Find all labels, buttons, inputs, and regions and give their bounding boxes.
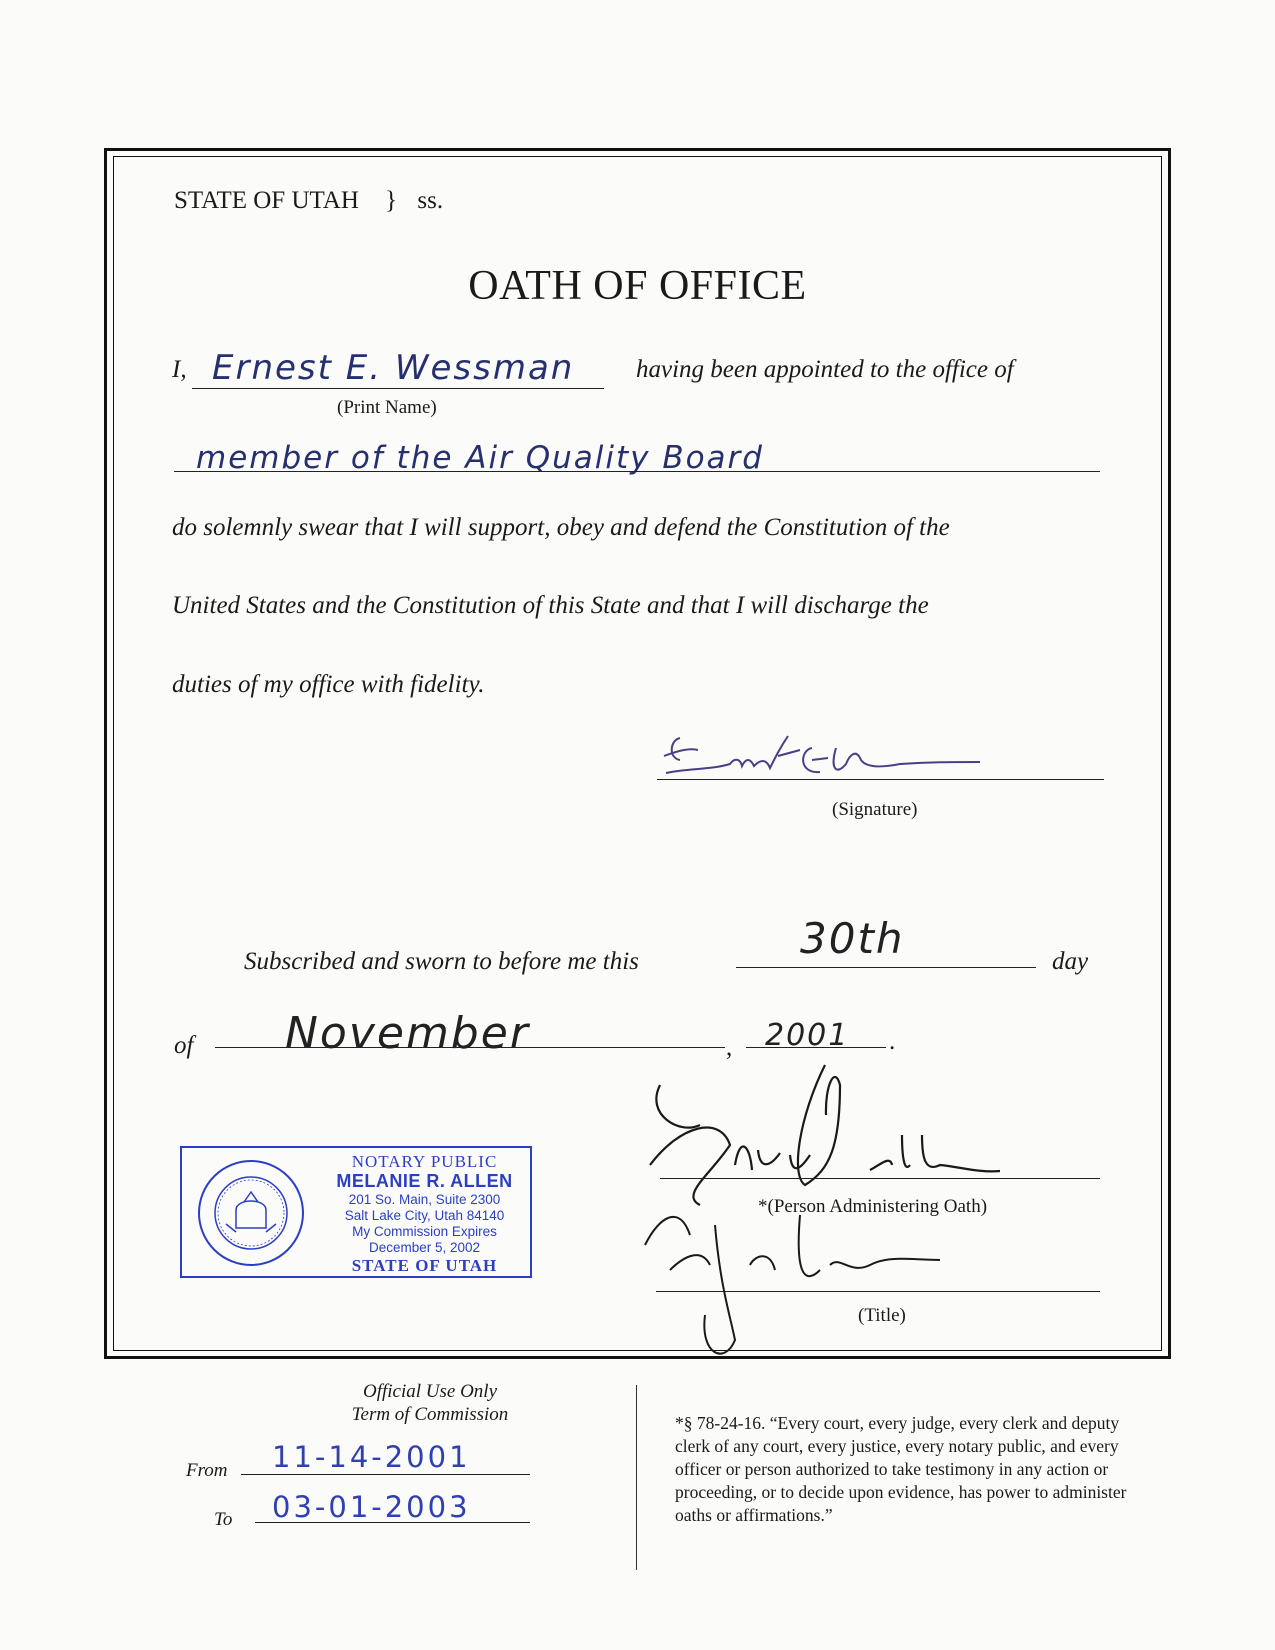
year-underline xyxy=(746,1047,886,1048)
from-underline xyxy=(241,1474,530,1475)
stamp-expires-date: December 5, 2002 xyxy=(368,1240,481,1255)
date-comma: , xyxy=(726,1034,733,1061)
month-handwritten: November xyxy=(285,1008,530,1059)
appointee-signature-scribble xyxy=(650,728,1110,790)
title-underline xyxy=(656,1291,1100,1292)
venue-line xyxy=(174,187,443,215)
day-handwritten: 30th xyxy=(800,914,905,963)
signature-underline xyxy=(657,779,1104,780)
office-underline xyxy=(174,471,1100,472)
state-seal-icon xyxy=(196,1158,306,1268)
day-underline xyxy=(736,967,1036,968)
oath-line-1: do solemnly swear that I will support, obey and defend the Constitution of the xyxy=(172,514,950,541)
ss-label: ss. xyxy=(417,187,444,214)
stamp-address-2: Salt Lake City, Utah 84140 xyxy=(344,1208,505,1223)
name-underline xyxy=(192,388,604,389)
day-label: day xyxy=(1052,948,1089,975)
to-underline xyxy=(255,1522,530,1523)
year-handwritten: 2001 xyxy=(765,1018,850,1053)
stamp-address-1: 201 So. Main, Suite 2300 xyxy=(348,1192,501,1207)
date-period: . xyxy=(889,1028,896,1055)
appointee-name-handwritten: Ernest E. Wessman xyxy=(212,348,575,388)
office-handwritten: member of the Air Quality Board xyxy=(196,440,764,476)
of-label: of xyxy=(174,1032,194,1059)
footer-divider xyxy=(636,1385,637,1570)
state-of-utah-label: STATE OF UTAH xyxy=(174,187,359,214)
stamp-state: STATE OF UTAH xyxy=(351,1256,498,1275)
to-date-handwritten: 03-01-2003 xyxy=(272,1490,471,1524)
stamp-expires-label: My Commission Expires xyxy=(352,1224,497,1239)
title-caption: (Title) xyxy=(858,1305,906,1326)
to-label: To xyxy=(214,1509,233,1530)
prefix-i: I, xyxy=(172,356,187,383)
oath-line-2: United States and the Constitution of this State and that I will discharge the xyxy=(172,592,929,619)
administering-underline xyxy=(660,1178,1100,1179)
notary-stamp xyxy=(180,1146,532,1278)
stamp-text-block xyxy=(322,1152,527,1276)
statute-note: *§ 78-24-16. “Every court, every judge, every clerk and deputy clerk of any court, every justice, every notary public, and every officer or person authorized to take testimony in any action or proceeding, or to decide upon evidence, has power to administer oaths or affirmations.” xyxy=(675,1413,1127,1525)
stamp-name: MELANIE R. ALLEN xyxy=(336,1171,513,1191)
subscribed-text: Subscribed and sworn to before me this xyxy=(244,948,639,975)
oath-line-3: duties of my office with fidelity. xyxy=(172,671,485,698)
term-of-commission-label: Term of Commission xyxy=(351,1404,509,1425)
brace-symbol: } xyxy=(385,187,398,214)
appointed-text: having been appointed to the office of xyxy=(636,356,1014,383)
administering-caption: *(Person Administering Oath) xyxy=(758,1196,988,1217)
signature-caption: (Signature) xyxy=(832,799,918,820)
stamp-title: NOTARY PUBLIC xyxy=(351,1152,498,1171)
official-use-heading: Official Use Only xyxy=(362,1381,498,1402)
from-date-handwritten: 11-14-2001 xyxy=(272,1440,471,1474)
print-name-caption: (Print Name) xyxy=(337,397,437,418)
from-label: From xyxy=(186,1460,228,1481)
month-underline xyxy=(215,1047,725,1048)
page-title: OATH OF OFFICE xyxy=(468,263,807,309)
